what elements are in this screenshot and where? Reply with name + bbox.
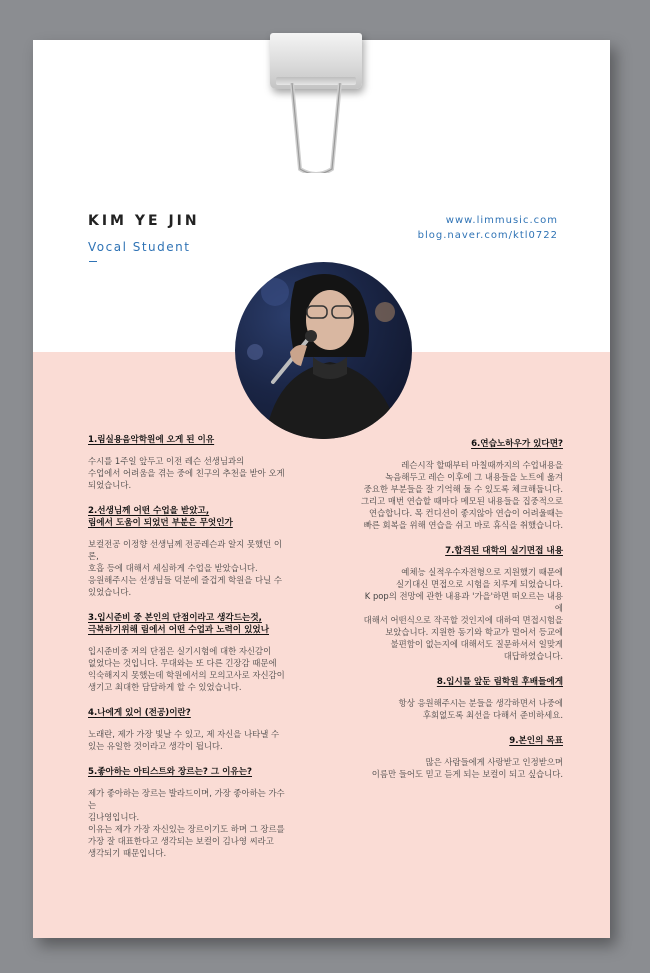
right-qa-column [357, 438, 563, 794]
question-7: 7.합격된 대학의 실기면접 내용 [445, 546, 563, 556]
question-8: 8.입시를 앞둔 림학원 후배들에게 [436, 677, 563, 687]
student-name: KIM YE JIN [88, 213, 200, 229]
answer-9: 많은 사람들에게 사랑받고 인정받으며 이름만 들어도 믿고 듣게 되는 보컬이 되고 싶습니다. [371, 757, 563, 779]
question-4: 4.나에게 있어 (전공)이란? [88, 708, 191, 718]
contact-links [418, 213, 558, 243]
blog-link[interactable]: blog.naver.com/ktl0722 [417, 230, 558, 241]
answer-4: 노래란, 제가 가장 빛날 수 있고, 제 자신을 나타낼 수 있는 유일한 것이라고 생각이 됩니다. [88, 729, 280, 751]
website-link[interactable]: www.limmusic.com [445, 215, 558, 226]
answer-6: 레슨시작 할때부터 마칠때까지의 수업내용을 녹음해두고 레슨 이후에 그 내용들을 노트에 옮겨 중요한 부분들을 잘 기억해 둘 수 있도록 체크해둡니다. 그리고 매번 연습할 때마다 메모된 내용들을 집중적으로 연습합니다. 목 컨디션이 좋지않아 연습이 어려울때는 빠른 회복을 위해 연습을 쉬고 바로 휴식을 취했습니다. [360, 460, 563, 530]
answer-5: 제가 좋아하는 장르는 발라드이며, 가장 좋아하는 가수는 김나영입니다. 이유는 제가 가장 자신있는 장르이기도 하며 그 장르를 가장 잘 대표한다고 생각되는 보컬이 김나영 씨라고 생각되기 때문입니다. [88, 788, 285, 858]
question-5: 5.좋아하는 아티스트와 장르는? 그 이유는? [88, 767, 253, 777]
profile-photo [235, 262, 412, 439]
singer-portrait-icon [235, 262, 412, 439]
question-9: 9.본인의 목표 [509, 736, 563, 746]
question-1: 1.림실용음악학원에 오게 된 이유 [88, 435, 215, 445]
answer-3: 입시준비중 저의 단점은 실기시험에 대한 자신감이 없었다는 것입니다. 무대와는 또 다른 긴장감 때문에 익숙해지지 못했는데 학원에서의 모의고사로 자신감이 생기고 최대한 담담하게 할 수 있었습니다. [88, 646, 285, 692]
role-underline [89, 261, 97, 262]
question-6: 6.연습노하우가 있다면? [471, 439, 563, 449]
student-role: Vocal Student [88, 240, 191, 254]
binder-clip [270, 33, 362, 173]
left-qa-column [88, 434, 288, 873]
answer-2: 보컬전공 이정향 선생님께 전공레슨과 알지 못했던 이론, 호흡 등에 대해서 세심하게 수업을 받았습니다. 응원해주시는 선생님들 덕분에 즐겁게 학원을 다닐 수 있었습니다. [88, 539, 282, 597]
answer-7: 예체능 실적우수자전형으로 지원했기 때문에 실기대신 면접으로 시험을 치루게 되었습니다. K pop의 전망에 관한 내용과 '가을'하면 떠오르는 내용에 대해서 어떤식으로 작곡할 것인지에 대하여 면접시험을 보았습니다. 지원한 동기와 학교가 멀어서 등교에 불편함이 없는지에 대해서도 질문하셔서 일맞게 대답하였습니다. [363, 567, 563, 661]
binder-clip-handle [270, 73, 362, 173]
question-2: 2.선생님께 어떤 수업을 받았고, 림에서 도움이 되었던 부분은 무엇인가 [88, 506, 233, 528]
answer-1: 수시를 1주일 앞두고 이전 레슨 선생님과의 수업에서 어려움을 겪는 중에 친구의 추천을 받아 오게 되었습니다. [88, 456, 285, 490]
answer-8: 항상 응원해주시는 분들을 생각하면서 나중에 후회없도록 최선을 다해서 준비하세요. [398, 698, 563, 720]
question-3: 3.입시준비 중 본인의 단점이라고 생각드는것, 극복하기위해 림에서 어떤 수업과 노력이 있었나 [88, 613, 269, 635]
